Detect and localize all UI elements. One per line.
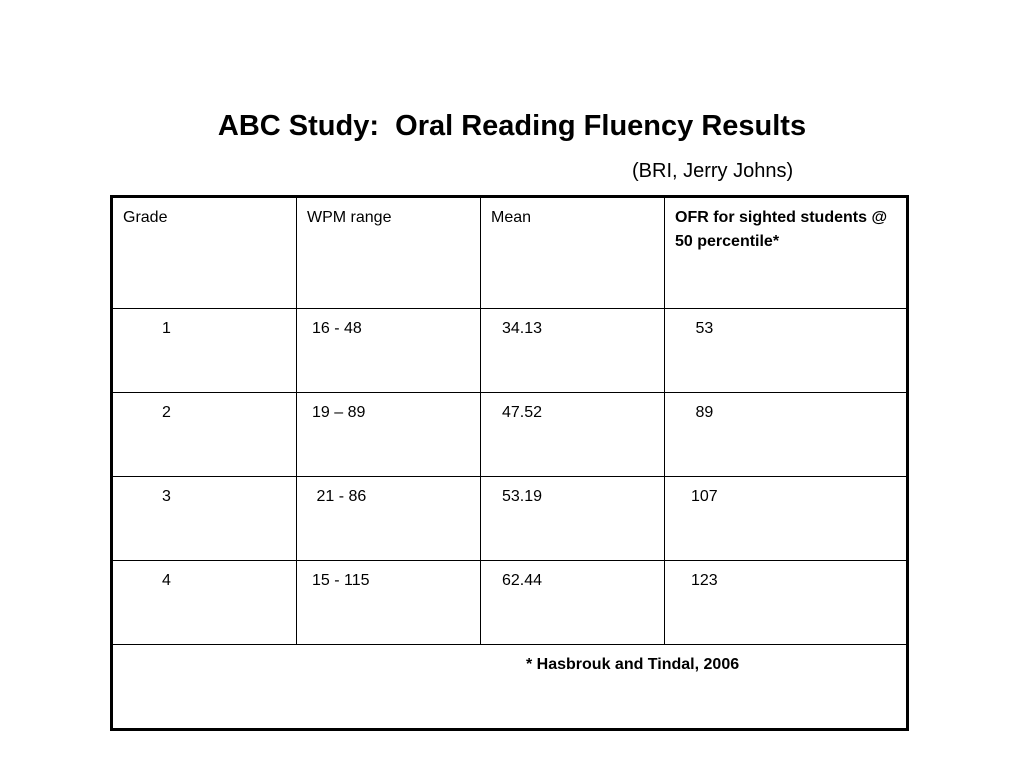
table-footnote-row xyxy=(112,645,908,730)
cell-grade: 3 xyxy=(112,477,297,561)
slide-title: ABC Study: Oral Reading Fluency Results xyxy=(217,110,807,142)
cell-ofr: 123 xyxy=(665,561,908,645)
cell-wpm-range: 19 – 89 xyxy=(297,393,481,477)
cell-grade: 1 xyxy=(112,309,297,393)
cell-wpm-range: 15 - 115 xyxy=(297,561,481,645)
cell-wpm-range: 21 - 86 xyxy=(297,477,481,561)
header-ofr: OFR for sighted students @ 50 percentile* xyxy=(665,197,908,309)
table-row xyxy=(112,393,908,477)
header-mean: Mean xyxy=(481,197,665,309)
results-table xyxy=(110,195,909,731)
table-row xyxy=(112,477,908,561)
table-row xyxy=(112,309,908,393)
footnote: * Hasbrouk and Tindal, 2006 xyxy=(112,645,908,730)
header-wpm-range: WPM range xyxy=(297,197,481,309)
cell-mean: 53.19 xyxy=(481,477,665,561)
cell-wpm-range: 16 - 48 xyxy=(297,309,481,393)
cell-grade: 2 xyxy=(112,393,297,477)
cell-ofr: 107 xyxy=(665,477,908,561)
cell-mean: 47.52 xyxy=(481,393,665,477)
table-header-row xyxy=(112,197,908,309)
cell-mean: 34.13 xyxy=(481,309,665,393)
slide-subtitle: (BRI, Jerry Johns) xyxy=(632,160,794,182)
header-grade: Grade xyxy=(112,197,297,309)
table-row xyxy=(112,561,908,645)
cell-mean: 62.44 xyxy=(481,561,665,645)
cell-ofr: 89 xyxy=(665,393,908,477)
cell-ofr: 53 xyxy=(665,309,908,393)
cell-grade: 4 xyxy=(112,561,297,645)
